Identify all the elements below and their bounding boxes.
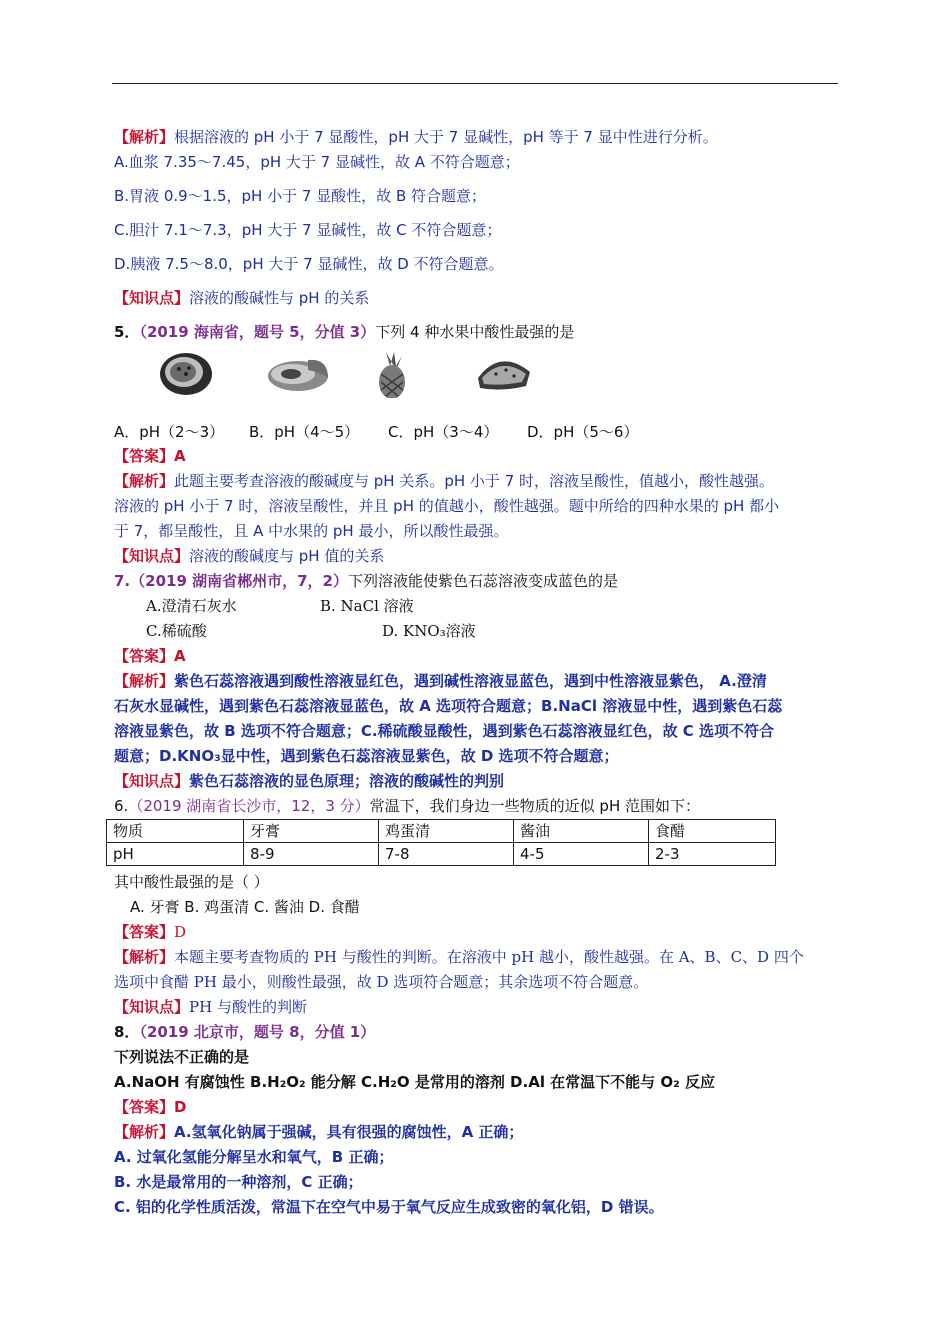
q4-knowledge bbox=[114, 287, 369, 309]
q5-analysis-line-1 bbox=[114, 470, 774, 492]
answer-value: A bbox=[174, 447, 186, 465]
q6-answer bbox=[114, 921, 186, 943]
answer-tag: 【答案】 bbox=[114, 647, 175, 665]
q5-analysis-line-2: 溶液的 pH 小于 7 时，溶液呈酸性，并且 pH 的值越小，酸性越强。题中所给的四种水果的 pH 都小 bbox=[114, 497, 780, 515]
papaya-icon bbox=[268, 360, 328, 391]
passion-fruit-icon bbox=[160, 353, 212, 395]
analysis-text: 本题主要考查物质的 PH 与酸性的判断。在溶液中 pH 越小，酸性越强。在 A、B、C、D 四个 bbox=[174, 948, 804, 966]
question-stem: 下列溶液能使紫色石蕊溶液变成蓝色的是 bbox=[347, 572, 618, 590]
q8-line-3: C. 铝的化学性质活泼，常温下在空气中易于氧气反应生成致密的氧化铝，D 错误。 bbox=[114, 1198, 664, 1216]
q5-option-a: A．pH（2～3） bbox=[114, 423, 225, 441]
knowledge-text: 紫色石蕊溶液的显色原理；溶液的酸碱性的判别 bbox=[189, 772, 505, 790]
q7-analysis-line-2: 石灰水显碱性，遇到紫色石蕊溶液显蓝色，故 A 选项符合题意；B.NaCl 溶液显中性，遇到紫色石蕊 bbox=[114, 697, 783, 715]
answer-tag: 【答案】 bbox=[114, 923, 175, 941]
q7-option-c: C.稀硫酸 bbox=[146, 622, 207, 640]
table-cell: 7-8 bbox=[379, 843, 514, 866]
q8-stem: 下列说法不正确的是 bbox=[114, 1048, 250, 1066]
q8-line-1: A. 过氧化氢能分解呈水和氧气，B 正确； bbox=[114, 1148, 394, 1166]
q6-question: 其中酸性最强的是（ ） bbox=[114, 873, 269, 891]
q7-analysis-line-4: 题意；D.KNO₃显中性，遇到紫色石蕊溶液显紫色，故 D 选项不符合题意； bbox=[114, 747, 619, 765]
q7-analysis-line-3: 溶液显紫色，故 B 选项不符合题意；C.稀硫酸显酸性，遇到紫色石蕊溶液显红色，故 C 选项不符合 bbox=[114, 722, 775, 740]
q7-knowledge bbox=[114, 770, 504, 792]
q5-analysis-line-3: 于 7，都呈酸性，且 A 中水果的 pH 最小，所以酸性最强。 bbox=[114, 522, 509, 540]
q5-stem bbox=[114, 321, 574, 343]
q7-analysis-line-1 bbox=[114, 670, 767, 692]
q7-stem bbox=[114, 570, 618, 592]
question-number: 6. bbox=[114, 797, 129, 815]
q8-header bbox=[114, 1021, 375, 1043]
answer-tag: 【答案】 bbox=[114, 1098, 175, 1116]
q4-line-d: D.胰液 7.5～8.0，pH 大于 7 显碱性，故 D 不符合题意。 bbox=[114, 255, 504, 273]
q5-option-b: B．pH（4～5） bbox=[249, 423, 360, 441]
table-cell: 食醋 bbox=[649, 820, 776, 843]
watermelon-icon bbox=[478, 361, 530, 389]
question-number: 8． bbox=[114, 1023, 140, 1041]
table-row bbox=[107, 843, 776, 866]
knowledge-text: PH 与酸性的判断 bbox=[189, 998, 307, 1016]
answer-value: A bbox=[174, 647, 186, 665]
pineapple-icon bbox=[379, 352, 405, 398]
answer-tag: 【答案】 bbox=[114, 447, 175, 465]
table-cell: 4-5 bbox=[514, 843, 649, 866]
knowledge-tag: 【知识点】 bbox=[114, 289, 190, 307]
question-number: 5． bbox=[114, 323, 140, 341]
q8-answer bbox=[114, 1096, 186, 1118]
table-cell: 牙膏 bbox=[244, 820, 379, 843]
knowledge-tag: 【知识点】 bbox=[114, 772, 190, 790]
q5-option-c: C．pH（3～4） bbox=[388, 423, 499, 441]
analysis-tag: 【解析】 bbox=[114, 1123, 175, 1141]
fruit-images bbox=[158, 348, 538, 398]
q4-line-a: A.血浆 7.35～7.45，pH 大于 7 显碱性，故 A 不符合题意； bbox=[114, 153, 520, 171]
answer-value: D bbox=[174, 1098, 187, 1116]
ph-table bbox=[106, 819, 776, 866]
q6-analysis-line-2: 选项中食醋 PH 最小，则酸性最强，故 D 选项符合题意；其余选项不符合题意。 bbox=[114, 973, 649, 991]
table-cell: 8-9 bbox=[244, 843, 379, 866]
table-cell: 2-3 bbox=[649, 843, 776, 866]
knowledge-text: 溶液的酸碱度与 pH 值的关系 bbox=[189, 547, 385, 565]
header-rule bbox=[112, 83, 838, 84]
knowledge-text: 溶液的酸碱性与 pH 的关系 bbox=[189, 289, 370, 307]
analysis-text: 根据溶液的 pH 小于 7 显酸性，pH 大于 7 显碱性，pH 等于 7 显中性进行分析。 bbox=[174, 128, 718, 146]
question-stem: 常温下，我们身边一些物质的近似 pH 范围如下： bbox=[369, 797, 700, 815]
analysis-tag: 【解析】 bbox=[114, 948, 175, 966]
q8-options: A.NaOH 有腐蚀性 B.H₂O₂ 能分解 C.H₂O 是常用的溶剂 D.Al 在常温下不能与 O₂ 反应 bbox=[114, 1073, 715, 1091]
question-source: （2019 湖南省长沙市，12，3 分） bbox=[128, 797, 370, 815]
q6-options: A. 牙膏 B. 鸡蛋清 C. 酱油 D. 食醋 bbox=[130, 898, 360, 916]
q8-line-2: B. 水是最常用的一种溶剂，C 正确； bbox=[114, 1173, 363, 1191]
q7-option-d: D. KNO₃溶液 bbox=[382, 622, 476, 640]
knowledge-tag: 【知识点】 bbox=[114, 998, 190, 1016]
q4-line-b: B.胃液 0.9～1.5，pH 小于 7 显酸性，故 B 符合题意； bbox=[114, 187, 487, 205]
table-row bbox=[107, 820, 776, 843]
q6-analysis-line-1 bbox=[114, 946, 804, 968]
q7-option-a: A.澄清石灰水 bbox=[146, 597, 237, 615]
knowledge-tag: 【知识点】 bbox=[114, 547, 190, 565]
answer-value: D bbox=[174, 923, 187, 941]
q4-analysis bbox=[114, 126, 718, 148]
q5-answer bbox=[114, 445, 186, 467]
table-cell: pH bbox=[107, 843, 244, 866]
q7-answer bbox=[114, 645, 186, 667]
question-source: （2019 北京市，题号 8，分值 1） bbox=[139, 1023, 376, 1041]
analysis-tag: 【解析】 bbox=[114, 672, 175, 690]
analysis-tag: 【解析】 bbox=[114, 128, 175, 146]
q5-knowledge bbox=[114, 545, 384, 567]
q7-option-b: B. NaCl 溶液 bbox=[320, 597, 414, 615]
table-cell: 物质 bbox=[107, 820, 244, 843]
q4-line-c: C.胆汁 7.1～7.3，pH 大于 7 显碱性，故 C 不符合题意； bbox=[114, 221, 502, 239]
analysis-text: 此题主要考查溶液的酸碱度与 pH 关系。pH 小于 7 时，溶液呈酸性，值越小，酸性越强。 bbox=[174, 472, 775, 490]
table-cell: 酱油 bbox=[514, 820, 649, 843]
question-source: （2019 海南省，题号 5，分值 3） bbox=[139, 323, 376, 341]
analysis-text: A.氢氧化钠属于强碱，具有很强的腐蚀性，A 正确； bbox=[174, 1123, 524, 1141]
q6-knowledge bbox=[114, 996, 307, 1018]
question-source: 7.（2019 湖南省郴州市，7，2） bbox=[114, 572, 348, 590]
analysis-text: 紫色石蕊溶液遇到酸性溶液显红色，遇到碱性溶液显蓝色，遇到中性溶液显紫色， A.澄清 bbox=[174, 672, 767, 690]
table-cell: 鸡蛋清 bbox=[379, 820, 514, 843]
q6-stem bbox=[114, 795, 700, 817]
q8-analysis bbox=[114, 1121, 523, 1143]
analysis-tag: 【解析】 bbox=[114, 472, 175, 490]
question-stem: 下列 4 种水果中酸性最强的是 bbox=[375, 323, 575, 341]
q5-option-d: D．pH（5～6） bbox=[527, 423, 639, 441]
